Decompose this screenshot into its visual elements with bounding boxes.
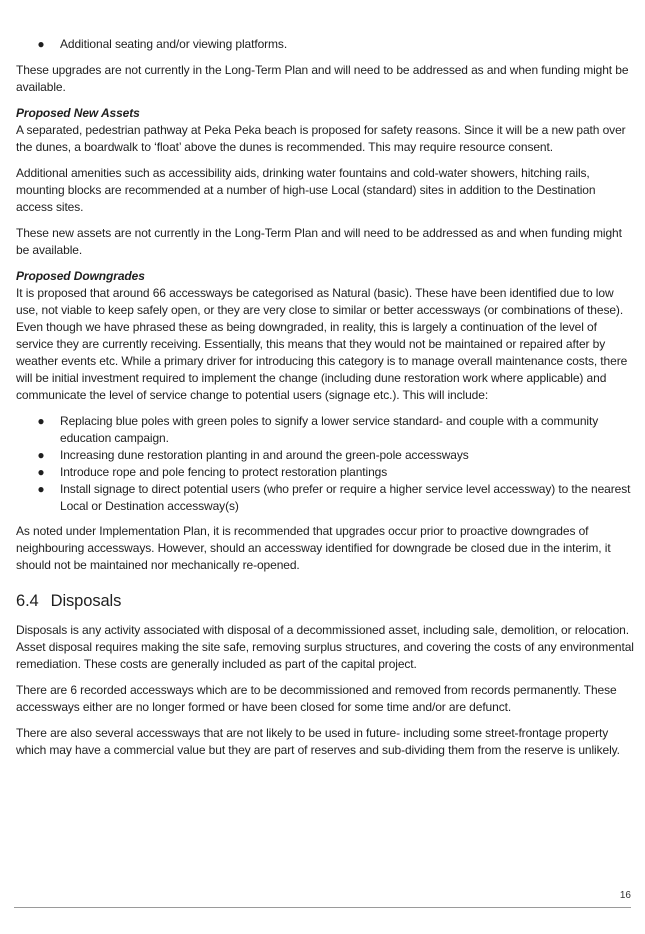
downgrades-paragraph-1: It is proposed that around 66 accessways be categorised as Natural (basic). These have been identified due to low use, not viable to keep safely open, or they are very close to similar or better accessways (or combinations of these). Even though we have phrased these as being downgraded, in reality, this is largely a continuation of the level of service they are currently receiving. Essentially, this means that they would not be maintained or repaired after by weather events etc. While a primary driver for introducing this category is to manage overall maintenance costs, there will be initial investment required to implement the change (including dune restoration work where applicable) and communicate the level of service change to potential users (signage etc.). This will include: [16,286,628,402]
intro-paragraph: These upgrades are not currently in the Long-Term Plan and will need to be addressed as and when funding might be available. [16,63,629,94]
disposals-paragraph-3: There are also several accessways that are not likely to be used in future- including some street-frontage property which may have a commercial value but they are part of reserves and sub-dividing them from the reserve is unlikely. [16,726,620,757]
bullet-icon: ● [37,448,45,462]
footer-divider [14,907,631,908]
page-number: 16 [619,890,631,901]
list-item [16,36,634,53]
disposals-paragraph-1: Disposals is any activity associated with disposal of a decommissioned asset, including sale, demolition, or relocation. Asset disposal requires making the site safe, removing surplus structures, and covering the costs of any environmental remediation. These costs are generally included as part of the capital project. [16,623,634,671]
downgrades-paragraph-2: As noted under Implementation Plan, it is recommended that upgrades occur prior to proactive downgrades of neighbouring accessways. However, should an accessway identified for downgrade be closed due in the interim, it should not be maintained nor mechanically re-opened. [16,524,611,572]
section-title: Disposals [50,592,122,610]
list-item [16,447,634,464]
list-item [16,481,634,515]
list-item-text: Increasing dune restoration planting in and around the green-pole accessways [60,448,469,462]
section-heading-disposals [16,590,634,612]
new-assets-paragraph-2: Additional amenities such as accessibility aids, drinking water fountains and cold-water showers, hitching rails, mounting blocks are recommended at a number of high-use Local (standard) sites in addition to the Destination access sites. [16,166,596,214]
downgrades-bullet-list [16,413,634,515]
bullet-icon: ● [37,465,45,479]
list-item-text: Introduce rope and pole fencing to protect restoration plantings [60,465,388,479]
bullet-icon: ● [37,37,45,51]
list-item-text: Additional seating and/or viewing platforms. [60,37,288,51]
bullet-icon: ● [37,414,45,428]
list-item-text: Replacing blue poles with green poles to signify a lower service standard- and couple with a community education campaign. [60,414,599,445]
document-page [16,36,634,768]
new-assets-heading: Proposed New Assets [16,106,140,120]
bullet-icon: ● [37,482,45,496]
intro-bullet-list [16,36,634,53]
list-item [16,413,634,447]
new-assets-paragraph-1: A separated, pedestrian pathway at Peka Peka beach is proposed for safety reasons. Since it will be a new path over the dunes, a boardwalk to ‘float’ above the dunes is recommended. This may require resource consent. [16,123,626,154]
new-assets-paragraph-3: These new assets are not currently in the Long-Term Plan and will need to be addressed as and when funding might be available. [16,226,622,257]
disposals-paragraph-2: There are 6 recorded accessways which are to be decommissioned and removed from records permanently. These accessways either are no longer formed or have been closed for some time and/or are defunct. [16,683,617,714]
section-number: 6.4 [16,592,39,610]
list-item [16,464,634,481]
downgrades-heading: Proposed Downgrades [16,269,145,283]
list-item-text: Install signage to direct potential users (who prefer or require a higher service level accessway) to the nearest Local or Destination accessway(s) [60,482,631,513]
